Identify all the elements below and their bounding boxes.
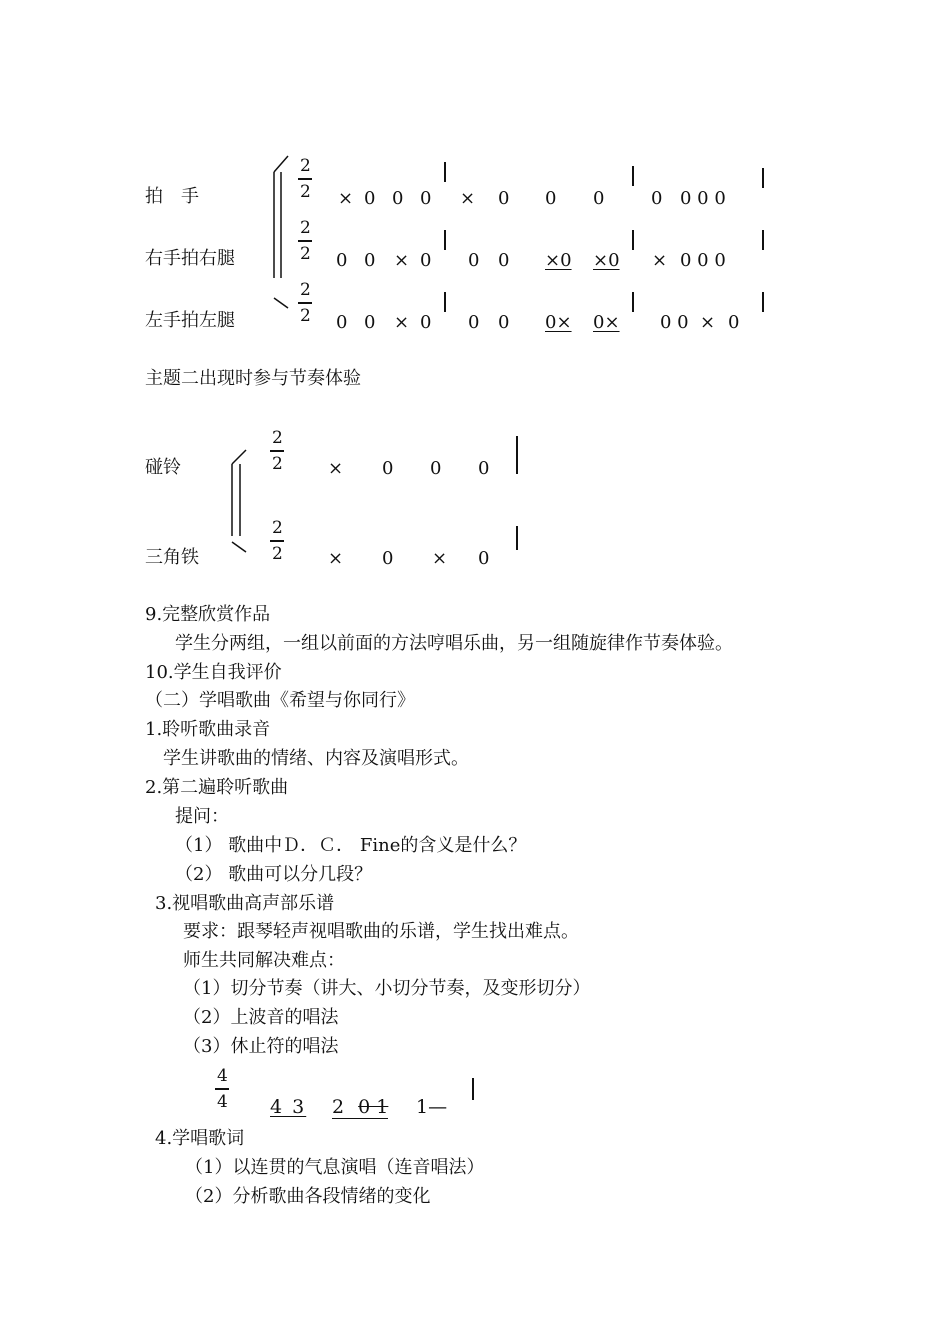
item-9-body: 学生分两组，一组以前面的方法哼唱乐曲，另一组随旋律作节奏体验。 (175, 633, 733, 654)
barline (632, 166, 634, 186)
beat: 0 (498, 312, 510, 333)
barline (762, 168, 764, 188)
item-10-heading: 10.学生自我评价 (145, 662, 282, 683)
beat: 0 (392, 188, 404, 209)
beat: 0 0 (660, 312, 689, 333)
step-4-point-2: （2）分析歌曲各段情绪的变化 (185, 1186, 431, 1207)
section-2-heading: （二）学唱歌曲《希望与你同行》 (145, 690, 415, 711)
beat: × (432, 548, 448, 569)
barline (762, 292, 764, 312)
time-sig-numerator: 2 (272, 428, 283, 448)
time-sig-bar (298, 178, 312, 180)
beat: 0 (382, 458, 394, 479)
step-3-heading: 3.视唱歌曲高声部乐谱 (155, 893, 335, 914)
time-sig-denominator: 2 (272, 544, 283, 564)
beat: 0 (430, 458, 442, 479)
beat: 0 (478, 458, 490, 479)
time-sig-numerator: 2 (300, 218, 311, 238)
time-sig-bar (298, 302, 312, 304)
step-2-question-1: （1） 歌曲中Ｄ．Ｃ． Fine的含义是什么？ (175, 835, 527, 856)
step-2-question-label: 提问： (175, 806, 229, 827)
time-sig-denominator: 2 (300, 182, 311, 202)
barline (632, 292, 634, 312)
time-sig-bar (270, 450, 284, 452)
beat-underlined: 0× (593, 312, 620, 333)
time-sig-denominator: 2 (300, 306, 311, 326)
note-tail: 1— (416, 1096, 448, 1118)
time-sig-bar (270, 540, 284, 542)
beat: 0 (651, 188, 663, 209)
time-sig-numerator: 2 (300, 280, 311, 300)
beat: 0 (468, 312, 480, 333)
beat: 0 (336, 312, 348, 333)
beat: 0 0 0 (680, 250, 726, 271)
beat-underlined: 0× (545, 312, 572, 333)
step-1-heading: 1.聆听歌曲录音 (145, 719, 271, 740)
step-3-requirement: 要求：跟琴轻声视唱歌曲的乐谱，学生找出难点。 (183, 921, 579, 942)
beat: 0 0 0 (680, 188, 726, 209)
beat: 0 (420, 250, 432, 271)
score-bracket (226, 450, 256, 560)
beat: × (394, 312, 410, 333)
beat: 0 (498, 188, 510, 209)
step-2-question-2: （2） 歌曲可以分几段？ (175, 864, 373, 885)
beat-underlined: ×0 (545, 250, 572, 271)
theme2-heading: 主题二出现时参与节奏体验 (145, 368, 361, 389)
beat: 0 (468, 250, 480, 271)
step-4-heading: 4.学唱歌词 (155, 1128, 245, 1149)
beat: × (652, 250, 668, 271)
row-label: 右手拍右腿 (145, 248, 235, 269)
barline (762, 230, 764, 250)
time-sig-bar (215, 1088, 229, 1090)
note-group: 4 3 (270, 1096, 307, 1118)
step-3-point-2: （2）上波音的唱法 (183, 1007, 339, 1028)
barline (444, 162, 446, 182)
item-9-heading: 9.完整欣赏作品 (145, 604, 271, 625)
beat: 0 (478, 548, 490, 569)
beat-underlined: ×0 (593, 250, 620, 271)
step-2-heading: 2.第二遍聆听歌曲 (145, 777, 289, 798)
beat: × (394, 250, 410, 271)
step-3-point-1: （1）切分节奏（讲大、小切分节奏，及变形切分） (183, 978, 591, 999)
step-3-point-3: （3）休止符的唱法 (183, 1036, 339, 1057)
time-sig-numerator: 2 (272, 518, 283, 538)
beat: 0 (364, 188, 376, 209)
barline (444, 230, 446, 250)
time-sig-numerator: 4 (217, 1066, 228, 1086)
beat: 0 (498, 250, 510, 271)
beat: 0 (382, 548, 394, 569)
beat: × (460, 188, 476, 209)
note-struck: 0 1 (358, 1096, 389, 1118)
note: 2 (332, 1096, 345, 1118)
step-4-point-1: （1）以连贯的气息演唱（连音唱法） (185, 1157, 485, 1178)
barline (444, 292, 446, 312)
barline (632, 230, 634, 250)
row-label: 三角铁 (145, 547, 199, 568)
beat: × (700, 312, 716, 333)
time-sig-denominator: 2 (300, 244, 311, 264)
beat: 0 (420, 312, 432, 333)
barline (472, 1078, 474, 1100)
time-sig-bar (298, 240, 312, 242)
note-group (332, 1098, 388, 1119)
beat: 0 (420, 188, 432, 209)
time-sig-denominator: 4 (217, 1092, 228, 1112)
row-label: 碰铃 (145, 457, 181, 478)
beat: × (328, 548, 344, 569)
beat: 0 (364, 312, 376, 333)
beat: × (328, 458, 344, 479)
barline (516, 526, 518, 550)
score-bracket (266, 152, 296, 322)
row-label: 拍 手 (145, 186, 199, 207)
beat: 0 (336, 250, 348, 271)
time-sig-denominator: 2 (272, 454, 283, 474)
step-1-body: 学生讲歌曲的情绪、内容及演唱形式。 (163, 748, 469, 769)
row-label: 左手拍左腿 (145, 310, 235, 331)
beat: 0 (364, 250, 376, 271)
barline (516, 436, 518, 474)
beat: 0 (545, 188, 557, 209)
step-3-difficulty-label: 师生共同解决难点： (183, 950, 345, 971)
beat: × (338, 188, 354, 209)
beat: 0 (728, 312, 740, 333)
time-sig-numerator: 2 (300, 156, 311, 176)
beat: 0 (593, 188, 605, 209)
